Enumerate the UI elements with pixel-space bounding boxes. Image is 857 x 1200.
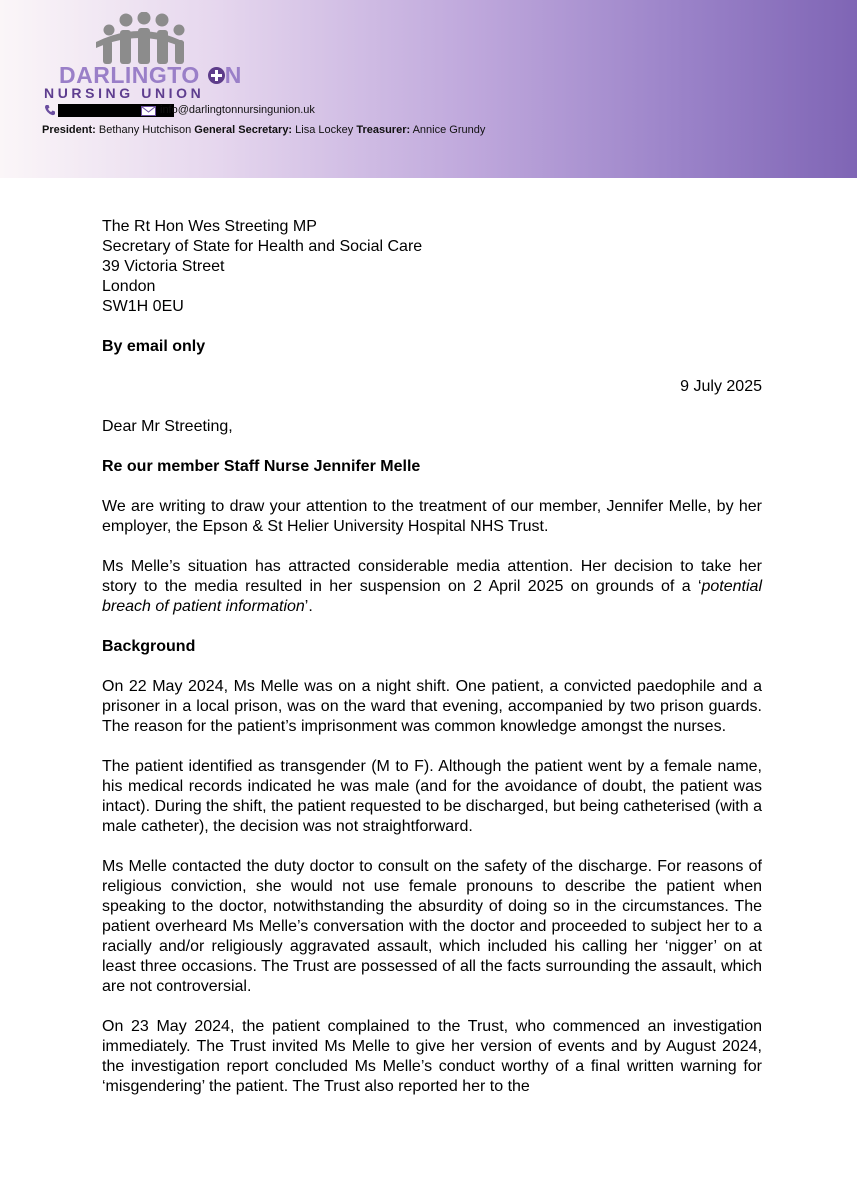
logo-cross-letter-icon [208,67,225,84]
paragraph [102,557,762,617]
subject-line: Re our member Staff Nurse Jennifer Melle [102,458,421,475]
paragraph: On 22 May 2024, Ms Melle was on a night shift. One patient, a convicted paedophile and a prisoner in a local prison, was on the ward that evening, accompanied by two prison guards. The reason for the patient’s imprisonment was common knowledge amongst the nurses. [102,678,762,735]
paragraph: We are writing to draw your attention to the treatment of our member, Jennifer Melle, by her employer, the Epson & St Helier University Hospital NHS Trust. [102,498,762,535]
salutation: Dear Mr Streeting, [102,418,233,435]
logo-last-letter: N [224,62,242,88]
recipient-address [102,217,762,317]
paragraph: Ms Melle contacted the duty doctor to consult on the safety of the discharge. For reasons of religious conviction, she would not use female pronouns to describe the patient when speaking to the doctor, notwithstanding the absurdity of doing so in the circumstances. The patient overheard Ms Melle’s conversation with the doctor and proceeded to subject her to a racially and/or religiously aggravated assault, which included his calling her ‘nigger’ on at least three occasions. The Trust are possessed of all the facts surrounding the assault, which are not controversial. [102,858,762,995]
phone-icon [44,104,56,116]
paragraph-text: ’. [304,598,313,615]
letterhead-banner [0,0,857,178]
union-people-logo-icon [94,12,186,66]
letter-body [102,217,762,1097]
address-line: 39 Victoria Street [102,258,225,275]
address-line: The Rt Hon Wes Streeting MP [102,218,317,235]
section-heading: Background [102,638,196,655]
officer-name: Bethany Hutchison [98,124,192,136]
officer-name: Annice Grundy [412,124,486,136]
officers-line [42,123,485,137]
officer-role: Treasurer: [356,124,411,136]
logo-subtitle: NURSING UNION [44,85,205,101]
paragraph: On 23 May 2024, the patient complained to the Trust, who commenced an investigation immediately. The Trust invited Ms Melle to give her version of events and by August 2024, the investigation report concluded Ms Melle’s conduct worthy of a final written warning for ‘misgendering’ the patient. The Trust also reported her to the [102,1018,762,1095]
address-line: London [102,278,156,295]
delivery-note: By email only [102,338,206,355]
email-address[interactable]: info@darlingtonnursingunion.uk [160,104,315,116]
address-line: Secretary of State for Health and Social Care [102,238,423,255]
paragraph: The patient identified as transgender (M to F). Although the patient went by a female name, his medical records indicated he was male (and for the avoidance of doubt, the patient was intact). During the shift, the patient requested to be discharged, but being catheterised (with a male catheter), the decision was not straightforward. [102,758,762,835]
logo-wordmark-text: DARLINGTO [59,62,200,88]
paragraph-text: Ms Melle’s situation has attracted considerable media attention. Her decision to take her story to the media resulted in her suspension on 2 April 2025 on grounds of a ‘ [102,558,762,595]
redacted-phone-number [58,104,174,117]
letter-date: 9 July 2025 [680,378,762,395]
quoted-grounds: potential breach of patient information [102,578,762,615]
officer-role: General Secretary: [194,124,293,136]
email-icon [141,106,156,116]
officer-name: Lisa Lockey [295,124,354,136]
officer-role: President: [42,124,96,136]
address-line: SW1H 0EU [102,298,184,315]
